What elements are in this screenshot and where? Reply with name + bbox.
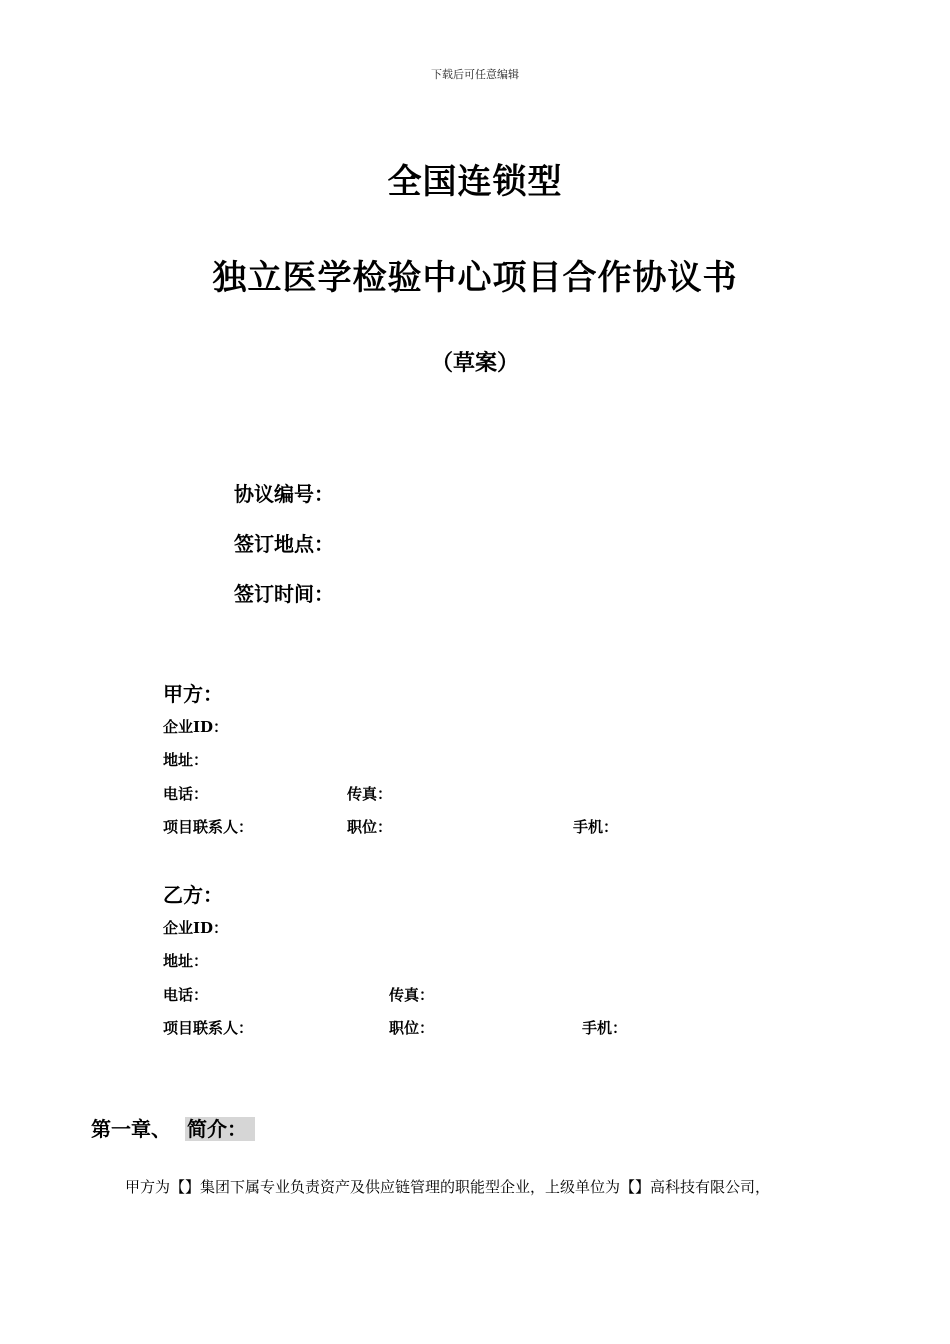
party-b-label: 乙方： bbox=[163, 883, 223, 907]
party-b-fax: 传真： bbox=[389, 986, 435, 1004]
sign-time-label: 签订时间： bbox=[234, 582, 334, 606]
party-a-position: 职位： bbox=[347, 818, 393, 836]
party-b-position: 职位： bbox=[389, 1019, 435, 1037]
sign-place-label: 签订地点： bbox=[234, 532, 334, 556]
party-b-contact: 项目联系人： bbox=[163, 1019, 254, 1037]
page-header-note: 下载后可任意编辑 bbox=[431, 68, 519, 81]
party-a-label: 甲方： bbox=[163, 682, 223, 706]
chapter-1-heading bbox=[91, 1113, 255, 1142]
party-b-mobile: 手机： bbox=[582, 1019, 628, 1037]
party-a-fax: 传真： bbox=[347, 785, 393, 803]
party-a-company-id: 企业ID： bbox=[163, 718, 229, 736]
party-a-phone: 电话： bbox=[163, 785, 209, 803]
party-a-contact: 项目联系人： bbox=[163, 818, 254, 836]
document-title-line2: 独立医学检验中心项目合作协议书 bbox=[212, 258, 738, 298]
party-a-address: 地址： bbox=[163, 751, 209, 769]
draft-label: （草案） bbox=[430, 350, 519, 376]
chapter-1-paragraph: 甲方为【】集团下属专业负责资产及供应链管理的职能型企业，上级单位为【】高科技有限公司， bbox=[125, 1178, 771, 1196]
party-a-mobile: 手机： bbox=[573, 818, 619, 836]
chapter-1-number: 第一章、 bbox=[91, 1117, 171, 1141]
chapter-1-title: 简介： bbox=[185, 1117, 255, 1141]
party-b-company-id: 企业ID： bbox=[163, 919, 229, 937]
party-b-address: 地址： bbox=[163, 952, 209, 970]
agreement-number-label: 协议编号： bbox=[234, 482, 334, 506]
document-title-line1: 全国连锁型 bbox=[387, 162, 563, 202]
party-b-phone: 电话： bbox=[163, 986, 209, 1004]
